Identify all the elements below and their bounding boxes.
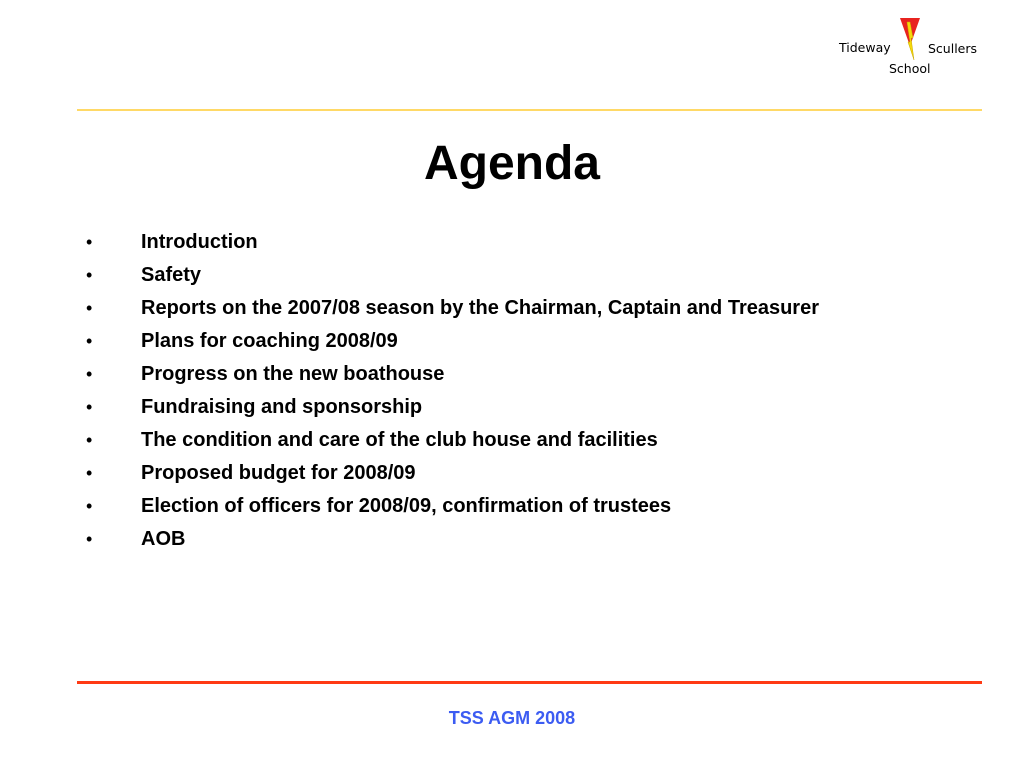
top-divider xyxy=(77,109,982,111)
bullet: • xyxy=(86,397,93,417)
logo-word-tideway: Tideway xyxy=(839,40,891,55)
bullet: • xyxy=(86,298,93,318)
agenda-item-text: Fundraising and sponsorship xyxy=(141,396,423,418)
agenda-item-text: AOB xyxy=(141,528,186,550)
bullet: • xyxy=(86,232,93,252)
footer-text: TSS AGM 2008 xyxy=(448,708,576,728)
bottom-divider xyxy=(77,681,982,684)
bullet: • xyxy=(86,430,93,450)
logo-word-scullers: Scullers xyxy=(928,41,978,56)
slide-title: Agenda xyxy=(423,137,600,190)
agenda-item-text: Election of officers for 2008/09, confirmation of trustees xyxy=(141,495,672,517)
bullet: • xyxy=(86,265,93,285)
agenda-item-text: Plans for coaching 2008/09 xyxy=(141,330,398,352)
agenda-item-text: Progress on the new boathouse xyxy=(141,363,445,385)
bullet: • xyxy=(86,331,93,351)
agenda-item-text: Proposed budget for 2008/09 xyxy=(141,462,416,484)
agenda-item-text: Introduction xyxy=(141,231,258,253)
bullet: • xyxy=(86,364,93,384)
bullet: • xyxy=(86,529,93,549)
agenda-item-text: Safety xyxy=(141,264,202,286)
agenda-item-text: Reports on the 2007/08 season by the Chairman, Captain and Treasurer xyxy=(141,297,819,319)
bullet: • xyxy=(86,463,93,483)
shield-arrow-icon xyxy=(898,16,922,62)
club-logo xyxy=(836,16,988,82)
bullet: • xyxy=(86,496,93,516)
logo-word-school: School xyxy=(889,61,931,76)
agenda-item-text: The condition and care of the club house and facilities xyxy=(141,429,658,451)
